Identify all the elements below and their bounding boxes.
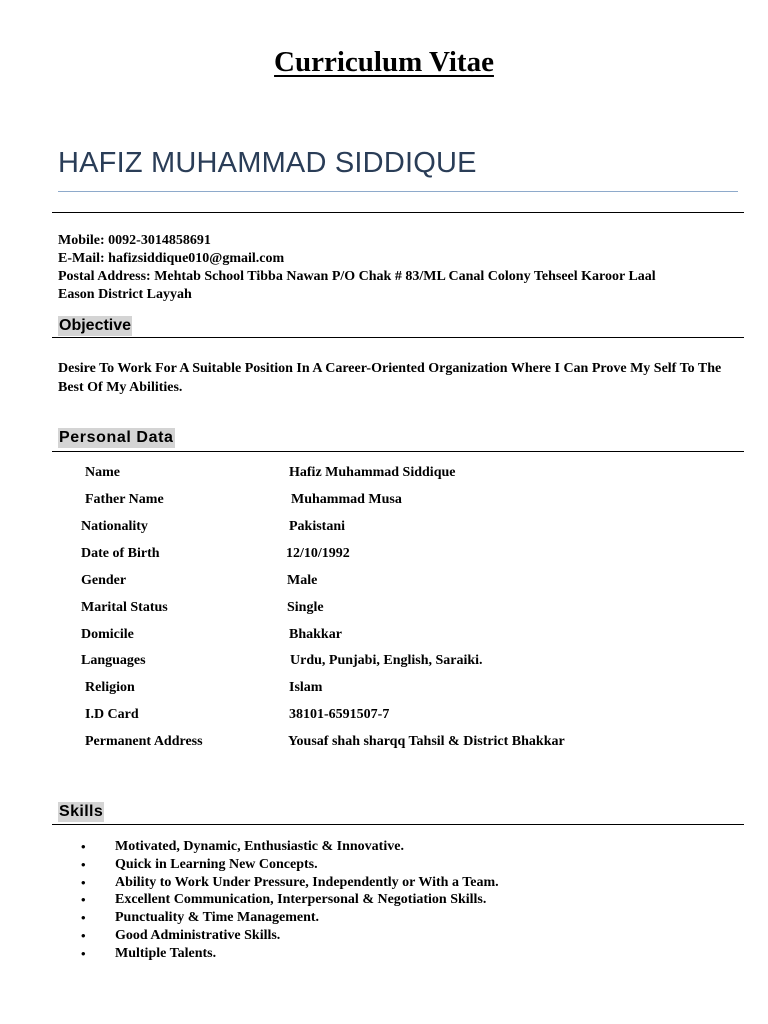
bullet-icon: •	[81, 910, 86, 926]
list-item	[0, 945, 768, 963]
list-item	[0, 856, 768, 874]
skill-text: Ability to Work Under Pressure, Independently or With a Team.	[115, 874, 499, 890]
list-item	[0, 891, 768, 909]
objective-heading: Objective	[59, 317, 132, 334]
personal-data-divider	[52, 451, 744, 452]
pd-row-id-card	[0, 707, 768, 727]
pd-value: Urdu, Punjabi, English, Saraiki.	[290, 653, 483, 668]
bullet-icon: •	[81, 874, 86, 890]
pd-value: Male	[287, 573, 318, 588]
document-title: Curriculum Vitae	[274, 46, 494, 78]
pd-label: Gender	[81, 573, 127, 588]
skill-text: Multiple Talents.	[115, 945, 217, 961]
pd-label: Date of Birth	[81, 546, 160, 561]
skills-divider	[52, 824, 744, 825]
list-item	[0, 909, 768, 927]
personal-data-heading: Personal Data	[59, 429, 174, 446]
header-divider	[52, 212, 744, 213]
pd-row-permanent-address	[0, 734, 768, 754]
skill-text: Good Administrative Skills.	[115, 927, 281, 943]
skill-text: Quick in Learning New Concepts.	[115, 856, 318, 872]
skills-list	[0, 838, 768, 963]
contact-mobile: Mobile: 0092-3014858691	[58, 233, 211, 248]
pd-value: Single	[287, 600, 324, 615]
name-underline	[58, 191, 738, 192]
pd-value: Bhakkar	[289, 627, 342, 642]
bullet-icon: •	[81, 927, 86, 943]
pd-row-languages	[0, 653, 768, 673]
bullet-icon: •	[81, 945, 86, 961]
contact-address-line2: Eason District Layyah	[58, 287, 192, 302]
pd-value: Yousaf shah sharqq Tahsil & District Bhakkar	[288, 734, 565, 749]
pd-row-gender	[0, 573, 768, 593]
bullet-icon: •	[81, 839, 86, 854]
skills-heading: Skills	[59, 803, 104, 820]
pd-row-date-of-birth	[0, 546, 768, 566]
pd-label: Domicile	[81, 627, 134, 642]
pd-value: 12/10/1992	[286, 546, 350, 561]
list-item	[0, 927, 768, 945]
pd-row-name	[0, 465, 768, 485]
objective-text: Desire To Work For A Suitable Position In A Career-Oriented Organization Where I Can Prove My Self To The Best Of My Abilities.	[58, 361, 722, 395]
contact-email: E-Mail: hafizsiddique010@gmail.com	[58, 251, 285, 266]
pd-value: Pakistani	[289, 519, 346, 534]
pd-row-religion	[0, 680, 768, 700]
pd-row-father-name	[0, 492, 768, 512]
pd-value: Islam	[289, 680, 323, 695]
pd-row-marital-status	[0, 600, 768, 620]
pd-label: Languages	[81, 653, 146, 668]
applicant-name-heading: HAFIZ MUHAMMAD SIDDIQUE	[58, 147, 477, 179]
pd-label: Religion	[85, 680, 135, 695]
pd-value: 38101-6591507-7	[289, 707, 390, 722]
list-item	[0, 838, 768, 856]
pd-value: Muhammad Musa	[291, 492, 402, 507]
pd-value: Hafiz Muhammad Siddique	[289, 465, 456, 480]
skill-text: Motivated, Dynamic, Enthusiastic & Innovative.	[115, 839, 404, 854]
pd-label: I.D Card	[85, 707, 139, 722]
contact-address-line1: Postal Address: Mehtab School Tibba Nawan P/O Chak # 83/ML Canal Colony Tehseel Karoor Laal	[58, 269, 656, 284]
bullet-icon: •	[81, 856, 86, 872]
skill-text: Punctuality & Time Management.	[115, 910, 320, 926]
bullet-icon: •	[81, 892, 86, 908]
skill-text: Excellent Communication, Interpersonal & Negotiation Skills.	[115, 892, 487, 908]
pd-label: Father Name	[85, 492, 164, 507]
objective-divider	[52, 337, 744, 338]
pd-row-nationality	[0, 519, 768, 539]
pd-label: Marital Status	[81, 600, 168, 615]
pd-label: Permanent Address	[85, 734, 203, 749]
list-item	[0, 874, 768, 892]
pd-row-domicile	[0, 627, 768, 647]
pd-label: Name	[85, 465, 120, 480]
pd-label: Nationality	[81, 519, 148, 534]
contact-block	[58, 232, 738, 304]
